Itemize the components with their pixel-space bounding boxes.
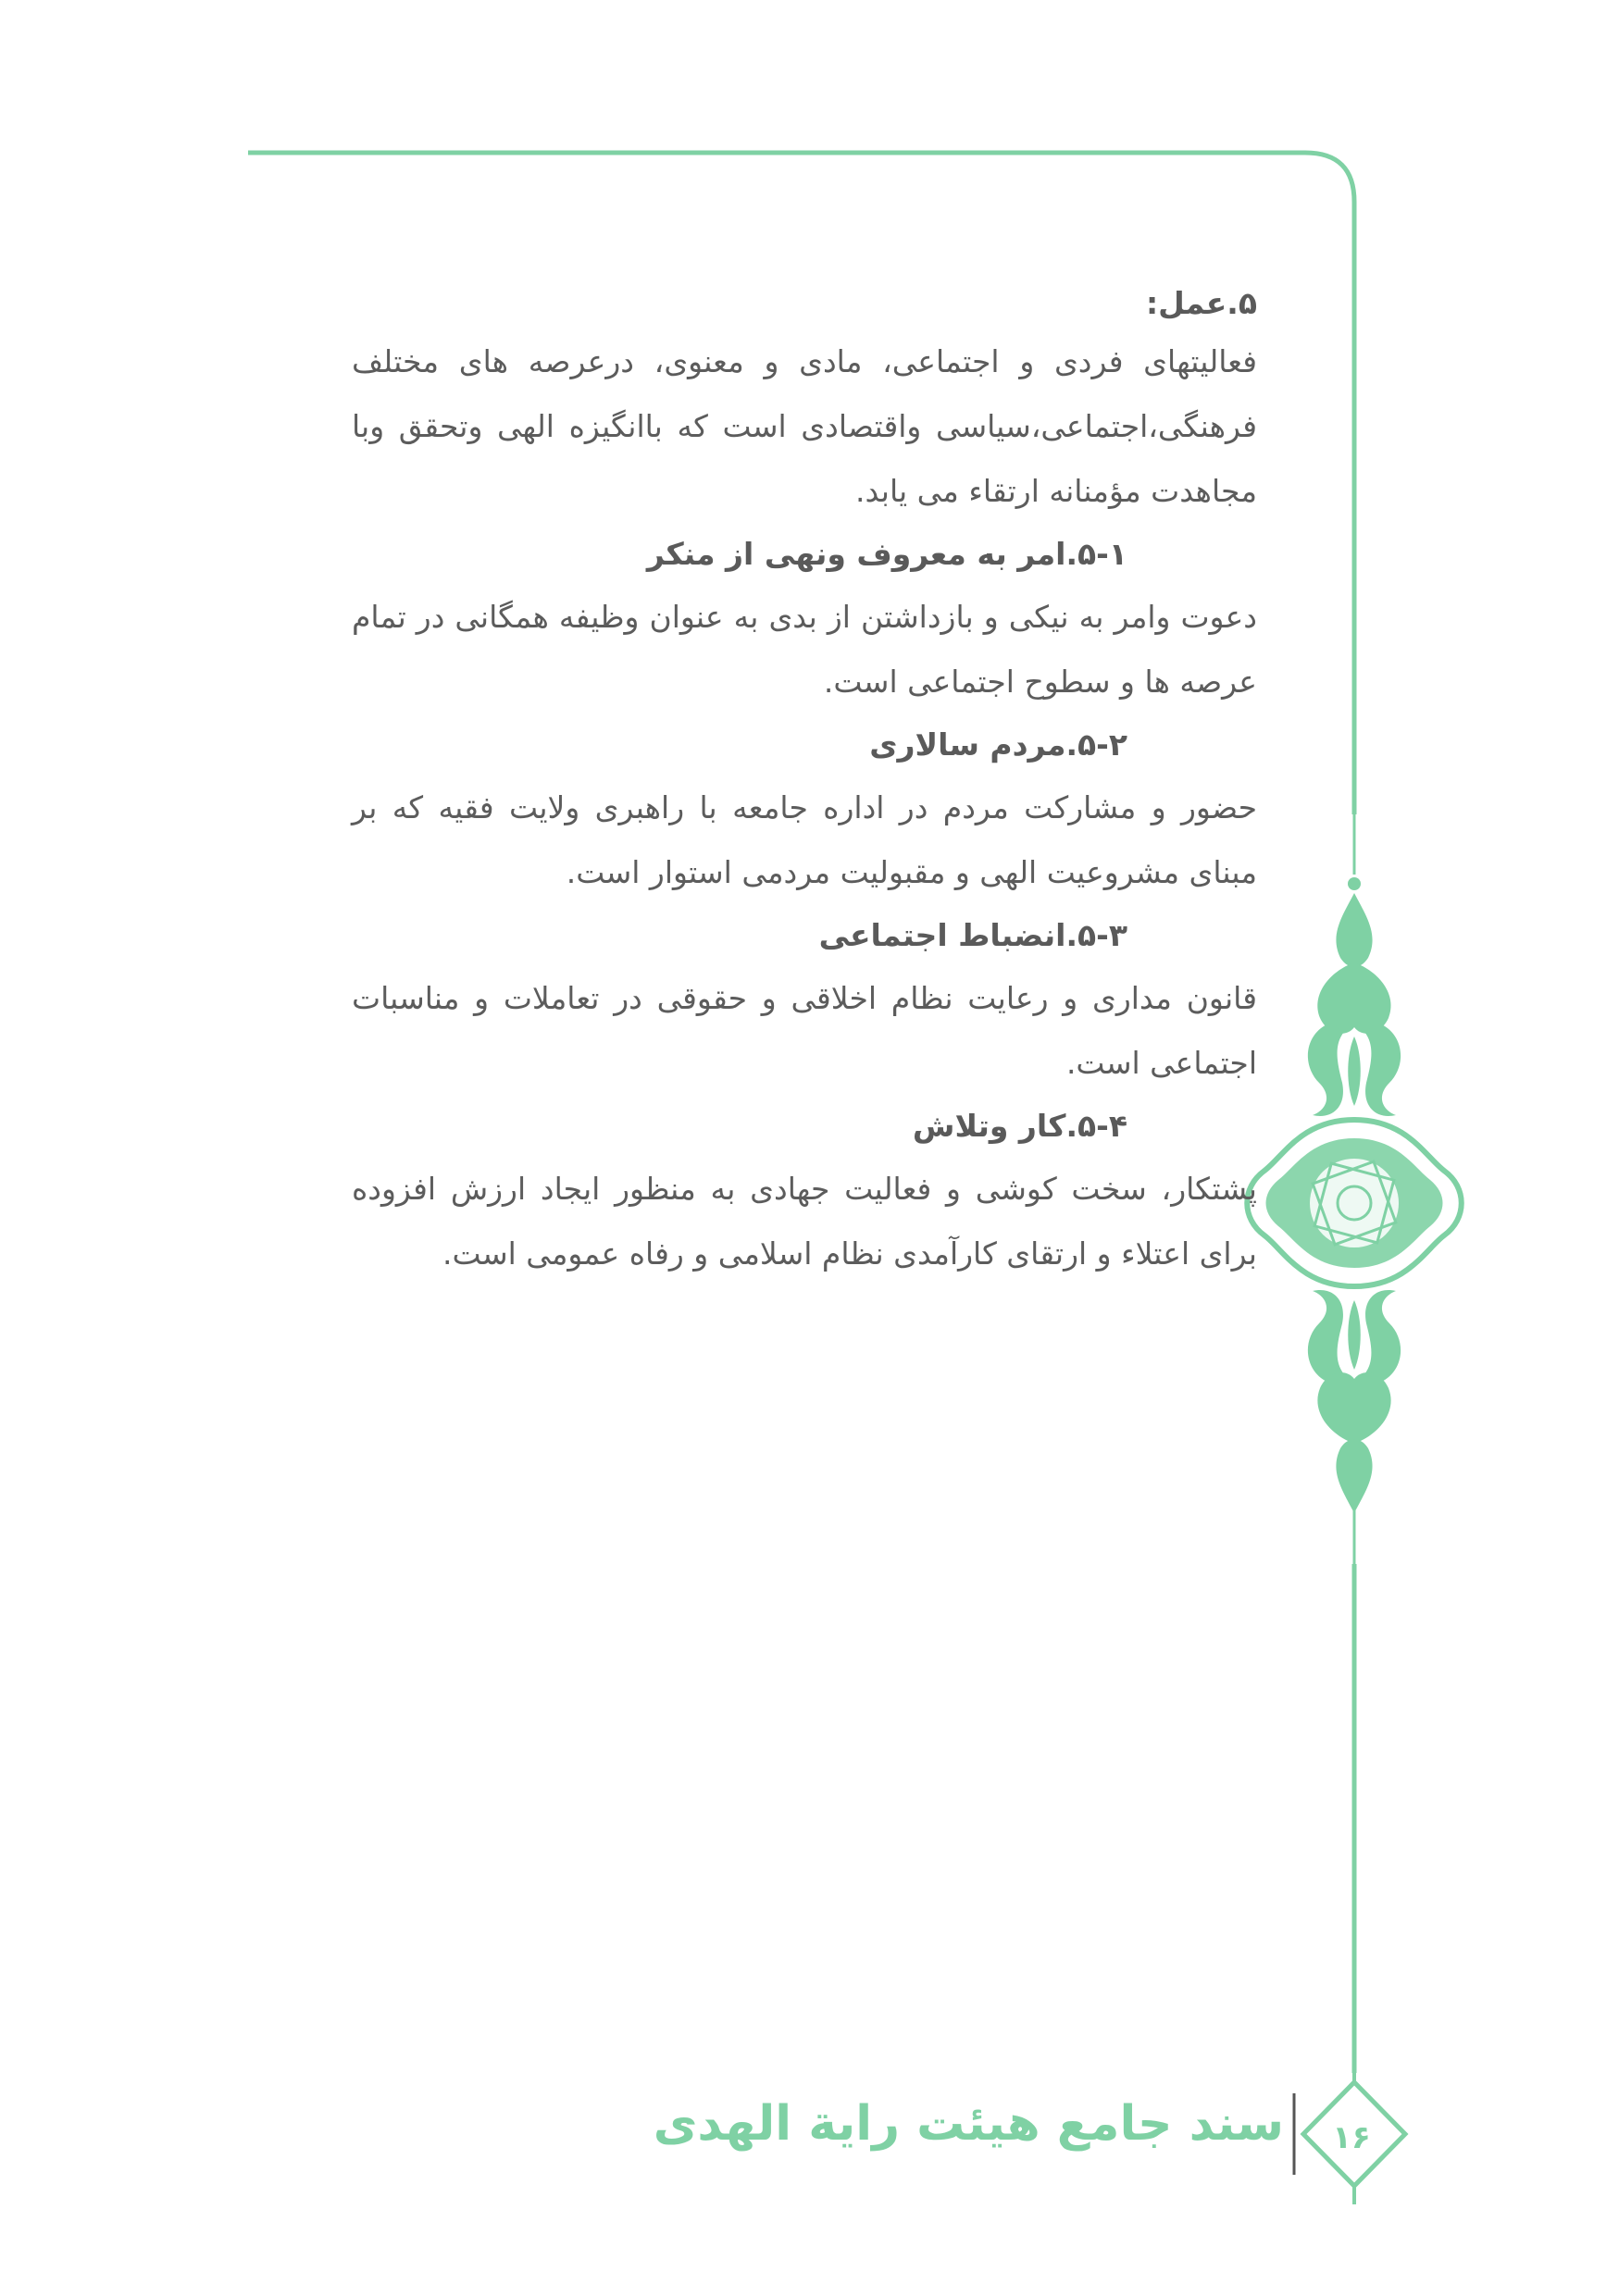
subsection-text: قانون مداری و رعایت نظام اخلاقی و حقوقی در تعاملات و مناسبات اجتماعی است.	[352, 980, 1257, 1081]
subsection-text: پشتکار، سخت کوشی و فعالیت جهادی به منظور ایجاد ارزش افزوده برای اعتلاء و ارتقای کارآمدی نظام اسلامی و رفاه عمومی است.	[352, 1171, 1257, 1272]
main-content	[352, 278, 1257, 1286]
document-title: سند جامع هیئت رایة الهدی	[653, 2096, 1284, 2152]
section-intro: فعالیتهای فردی و اجتماعی، مادی و معنوی، درعرصه های مختلف فرهنگی،اجتماعی،سیاسی واقتصادی است که باانگیزه الهی وتحقق وبا مجاهدت مؤمنانه ارتقاء می یابد.	[352, 343, 1257, 509]
page-number: ۱۶	[1332, 2119, 1371, 2156]
subsection-text: حضور و مشارکت مردم در اداره جامعه با راهبری ولایت فقیه که بر مبنای مشروعیت الهی و مقبولیت مردمی استوار است.	[352, 789, 1257, 890]
subsection-text: دعوت وامر به نیکی و بازداشتن از بدی به عنوان وظیفه همگانی در تمام عرصه ها و سطوح اجتماعی است.	[352, 599, 1257, 700]
section-heading: ۵.عمل:	[1145, 285, 1257, 321]
subsection-heading: ۵-۱.امر به معروف ونهی از منکر	[646, 536, 1127, 572]
subsection-heading: ۵-۴.کار وتلاش	[912, 1108, 1127, 1144]
rayat-al-hoda-logo	[1247, 1120, 1462, 1286]
subsection-heading: ۵-۲.مردم سالاری	[869, 726, 1127, 763]
subsection-heading: ۵-۳.انضباط اجتماعی	[818, 917, 1127, 953]
